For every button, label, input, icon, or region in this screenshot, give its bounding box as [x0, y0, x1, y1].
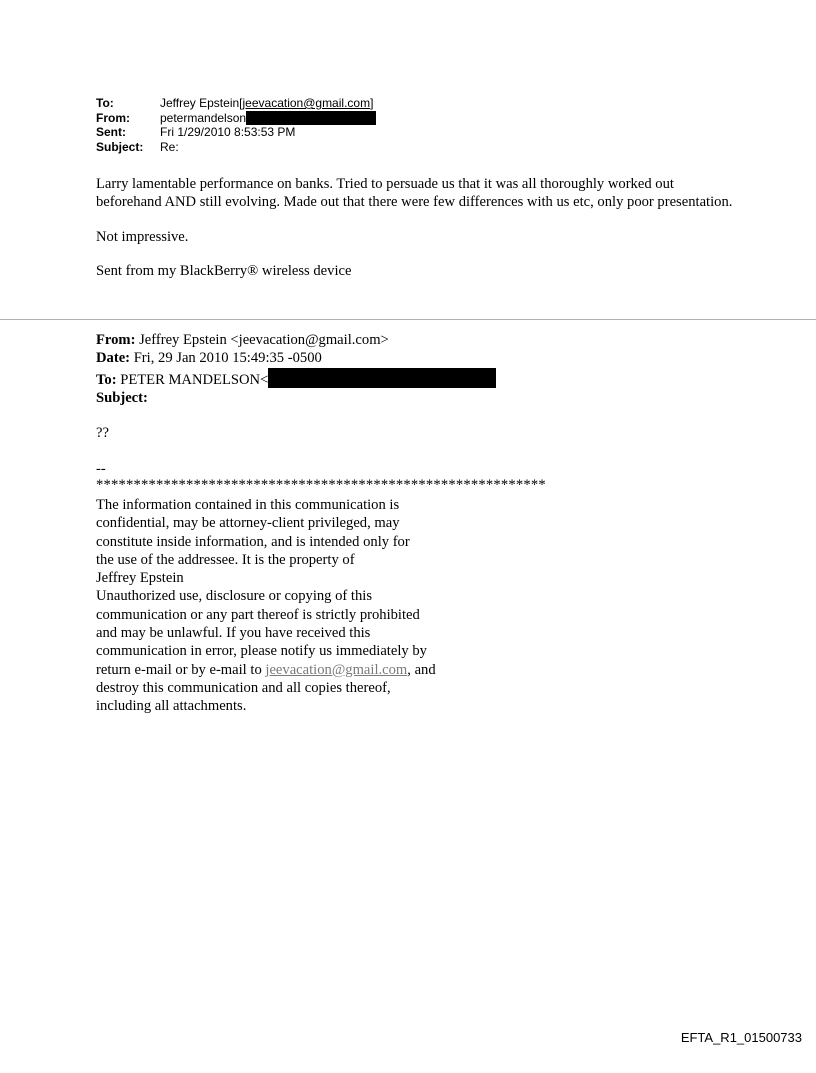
quoted-to-row	[96, 368, 496, 389]
disclaimer-line-prefix: return e-mail or by e-mail to	[96, 661, 266, 678]
header-sent-value: Fri 1/29/2010 8:53:53 PM	[160, 125, 296, 139]
header-to-name: Jeffrey Epstein[	[160, 96, 243, 110]
header-to-label: To:	[96, 96, 114, 110]
disclaimer-email-link[interactable]: jeevacation@gmail.com	[265, 661, 408, 678]
header-to-row	[96, 96, 376, 111]
disclaimer-line-suffix: , and	[407, 661, 436, 678]
quoted-date-value: Fri, 29 Jan 2010 15:49:35 -0500	[130, 350, 322, 367]
quoted-to-value: PETER MANDELSON<	[116, 371, 269, 388]
disclaimer-line: the use of the addressee. It is the property of	[96, 551, 355, 568]
disclaimer-line: Jeffrey Epstein	[96, 570, 184, 587]
body-signature: Sent from my BlackBerry® wireless device	[96, 263, 352, 280]
disclaimer-line: communication in error, please notify us immediately by	[96, 643, 427, 660]
header-subject-label: Subject:	[96, 139, 144, 154]
confidentiality-disclaimer	[96, 496, 436, 716]
header-subject-value: Re:	[160, 139, 179, 154]
disclaimer-line: including all attachments.	[96, 698, 247, 715]
disclaimer-line: The information contained in this communication is	[96, 497, 400, 513]
header-to-value	[160, 96, 373, 111]
header-sent-row	[96, 125, 376, 140]
disclaimer-line: communication or any part thereof is strictly prohibited	[96, 606, 420, 623]
message-divider	[0, 319, 816, 320]
header-to-suffix: ]	[370, 96, 374, 110]
body-paragraph: Larry lamentable performance on banks. Tried to persuade us that it was all thoroughly worked out beforehand AND still evolving. Made out that there were few differences with us etc, only poor presentation.	[96, 176, 733, 211]
quoted-subject-row	[96, 389, 496, 407]
email-header	[96, 96, 376, 154]
redaction-box	[268, 368, 496, 388]
header-from-row	[96, 111, 376, 126]
quoted-header	[96, 331, 496, 408]
asterisk-divider: ************************************************************	[96, 477, 546, 493]
quoted-from-value: Jeffrey Epstein <jeevacation@gmail.com>	[135, 332, 389, 348]
header-subject-row	[96, 140, 376, 155]
header-from-label: From:	[96, 110, 130, 125]
quoted-to-label: To:	[96, 371, 117, 388]
email-body	[96, 175, 736, 281]
quoted-date-label: Date:	[96, 350, 131, 367]
disclaimer-line: constitute inside information, and is intended only for	[96, 533, 410, 550]
disclaimer-line: and may be unlawful. If you have received this	[96, 625, 371, 642]
header-sent-label: Sent:	[96, 125, 126, 139]
signature-separator: --	[96, 461, 106, 477]
redaction-box	[246, 111, 376, 125]
disclaimer-line: confidential, may be attorney-client privileged, may	[96, 515, 400, 532]
body-paragraph: Not impressive.	[96, 228, 189, 245]
quoted-subject-label: Subject:	[96, 390, 148, 407]
quoted-from-row	[96, 331, 496, 349]
quoted-message: ??	[96, 425, 109, 441]
disclaimer-line: destroy this communication and all copies thereof,	[96, 679, 391, 696]
document-id: EFTA_R1_01500733	[680, 1030, 802, 1045]
quoted-from-label: From:	[96, 332, 136, 348]
disclaimer-line: Unauthorized use, disclosure or copying of this	[96, 588, 373, 605]
header-from-value: petermandelson	[160, 110, 247, 125]
disclaimer-line	[96, 661, 436, 679]
quoted-date-row	[96, 349, 496, 367]
header-to-email-link[interactable]: jeevacation@gmail.com	[242, 96, 371, 110]
